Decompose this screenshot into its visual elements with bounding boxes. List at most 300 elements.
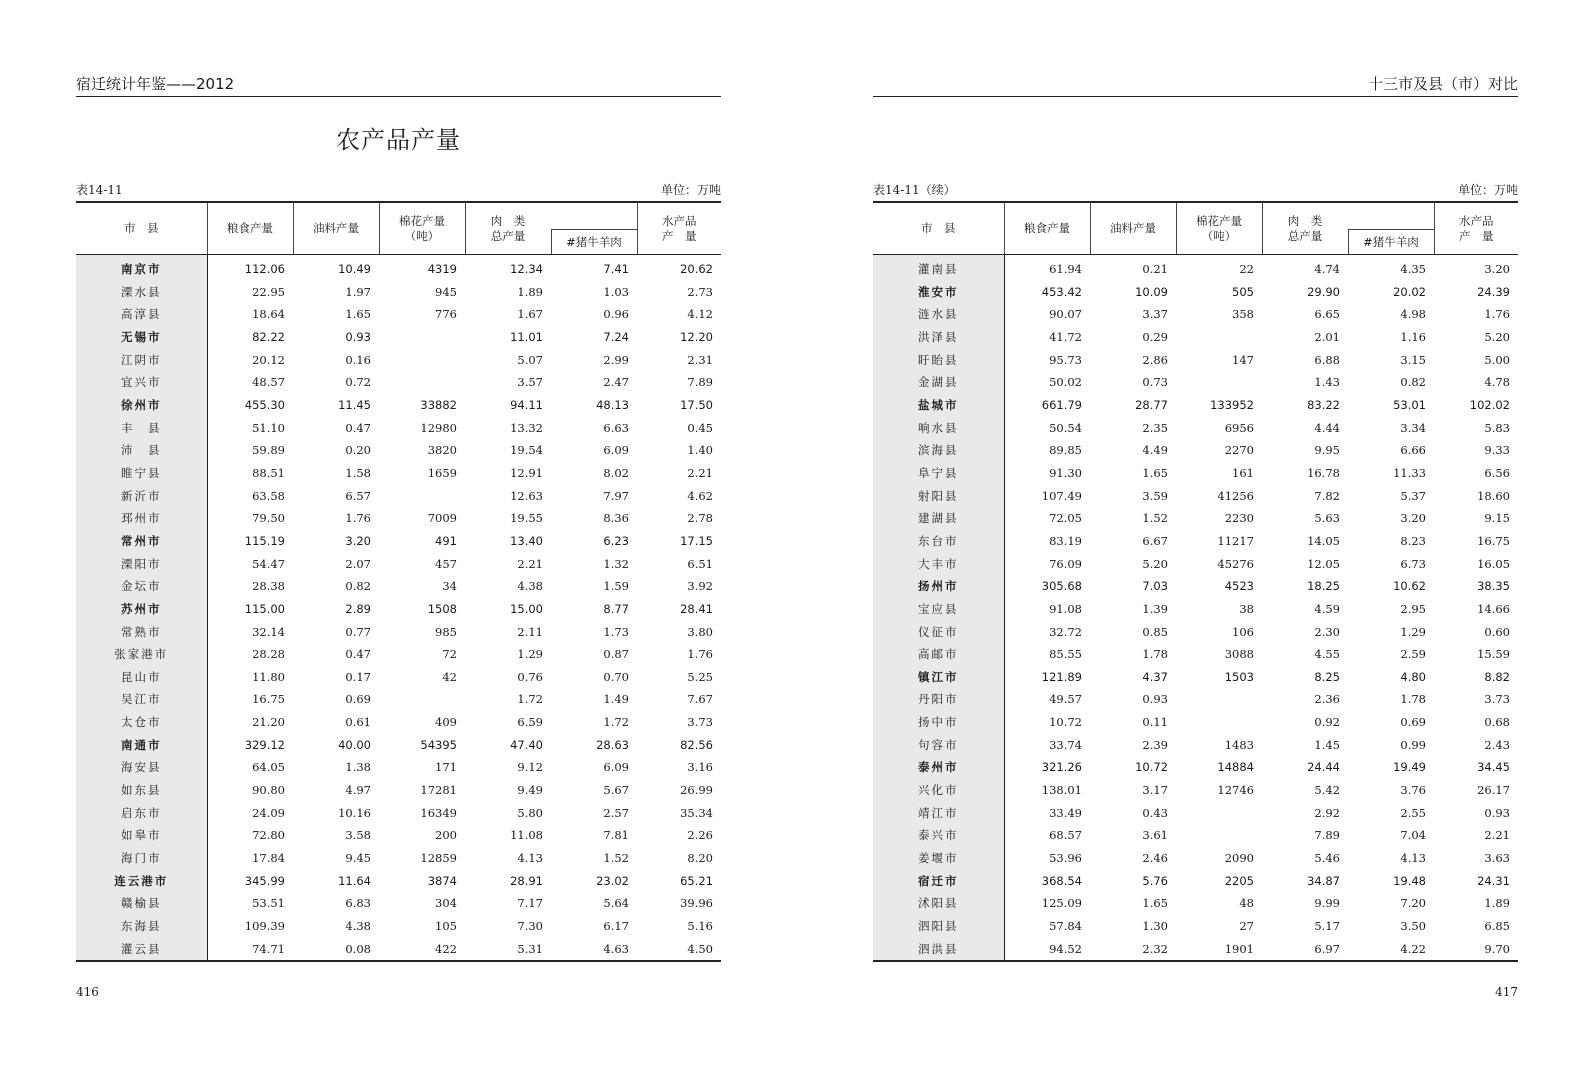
table-row [873,507,1518,530]
table-row [76,417,721,440]
meat-cell: 5.17 [1314,919,1340,934]
meat-cell: 12.63 [510,488,543,503]
cotton-cell: 6956 [1224,420,1254,435]
col-header-region: 市 县 [873,202,1004,255]
meat-cell: 83.22 [1307,397,1340,412]
cotton-cell: 17281 [420,783,457,798]
oil-cell: 0.20 [345,443,371,458]
pork-cell: 8.77 [603,601,629,616]
oil-cell: 9.45 [345,851,371,866]
region-name-cell: 邳州市 [76,507,207,530]
region-name-cell: 宝应县 [873,598,1004,621]
pork-cell: 0.99 [1400,737,1426,752]
region-name-cell: 如皋市 [76,824,207,847]
pork-cell: 1.03 [603,284,629,299]
region-name-cell: 宿迁市 [873,870,1004,893]
oil-cell: 6.57 [345,488,371,503]
table-row [873,530,1518,553]
aquatic-cell: 0.68 [1484,715,1510,730]
table-row [76,892,721,915]
cotton-cell: 776 [435,307,457,322]
meat-cell: 4.55 [1314,647,1340,662]
aquatic-cell: 82.56 [680,737,713,752]
meat-cell: 14.05 [1307,533,1340,548]
oil-cell: 1.30 [1142,919,1168,934]
cotton-cell: 409 [435,715,457,730]
grain-cell: 661.79 [1041,397,1082,412]
aquatic-cell: 20.62 [680,262,713,276]
region-name-cell: 海门市 [76,847,207,870]
grain-cell: 50.54 [1049,420,1082,435]
oil-cell: 1.58 [345,465,371,480]
col-header-pork: #猪牛羊肉 [551,230,637,255]
cotton-cell: 7009 [427,511,457,526]
pork-cell: 2.55 [1400,805,1426,820]
grain-cell: 20.12 [252,352,285,367]
oil-cell: 0.11 [1142,715,1168,730]
pork-cell: 3.50 [1400,919,1426,934]
grain-cell: 455.30 [244,397,285,412]
oil-cell: 3.37 [1142,307,1168,322]
cotton-cell [1176,326,1262,349]
grain-cell: 50.02 [1049,375,1082,390]
region-name-cell: 金坛市 [76,575,207,598]
region-name-cell: 扬州市 [873,575,1004,598]
grain-cell: 53.51 [252,896,285,911]
region-name-cell: 常熟市 [76,621,207,644]
region-name-cell: 宜兴市 [76,371,207,394]
region-name-cell: 金湖县 [873,371,1004,394]
meat-cell: 12.34 [510,262,543,276]
cotton-cell: 133952 [1210,397,1254,412]
aquatic-cell: 9.15 [1484,511,1510,526]
meat-cell: 94.11 [510,397,543,412]
grain-cell: 48.57 [252,375,285,390]
grain-cell: 121.89 [1041,669,1082,684]
meat-cell: 34.87 [1307,873,1340,888]
grain-cell: 95.73 [1049,352,1082,367]
pork-cell: 4.22 [1348,938,1434,962]
oil-cell: 0.08 [293,938,379,962]
pork-cell: 0.70 [603,669,629,684]
oil-cell: 1.65 [1142,896,1168,911]
meat-cell: 2.01 [1314,329,1340,344]
pork-cell: 8.23 [1400,533,1426,548]
meat-cell: 2.30 [1314,624,1340,639]
aquatic-cell: 9.70 [1434,938,1518,962]
region-name-cell: 高淳县 [76,303,207,326]
table-row [873,255,1518,281]
aquatic-cell: 7.89 [687,375,713,390]
pork-cell: 7.97 [603,488,629,503]
table-row [873,553,1518,576]
cotton-cell: 34 [442,579,457,594]
col-header-cotton-line2: （吨） [1201,228,1237,243]
col-header-grain: 粮食产量 [1004,202,1090,255]
table-body [873,255,1518,962]
table-row [76,255,721,281]
grain-cell: 33.74 [1049,737,1082,752]
region-name-cell: 盐城市 [873,394,1004,417]
pork-cell: 6.63 [603,420,629,435]
aquatic-cell: 0.60 [1484,624,1510,639]
aquatic-cell: 24.39 [1477,284,1510,299]
region-name-cell: 泗洪县 [873,938,1004,962]
table-row [873,485,1518,508]
col-header-spacer [1348,202,1434,230]
aquatic-cell: 4.50 [637,938,721,962]
pork-cell: 11.33 [1393,465,1426,480]
aquatic-cell: 35.34 [680,805,713,820]
region-name-cell: 徐州市 [76,394,207,417]
table-row [76,485,721,508]
grain-cell: 88.51 [252,465,285,480]
table-label: 表14-11 [76,183,123,197]
region-name-cell: 洪泽县 [873,326,1004,349]
cotton-cell: 1901 [1176,938,1262,962]
cotton-cell [1176,711,1262,734]
region-name-cell: 淮安市 [873,281,1004,304]
grain-cell: 61.94 [1049,262,1082,276]
meat-cell: 12.91 [510,465,543,480]
oil-cell: 0.61 [345,715,371,730]
table-row [873,303,1518,326]
aquatic-cell: 2.31 [687,352,713,367]
aquatic-cell: 9.33 [1484,443,1510,458]
right-page [873,0,1518,1077]
grain-cell: 17.84 [252,851,285,866]
grain-cell: 453.42 [1041,284,1082,299]
meat-cell: 3.57 [517,375,543,390]
oil-cell: 11.64 [338,873,371,888]
grain-cell: 32.72 [1049,624,1082,639]
table-row [76,938,721,962]
region-name-cell: 灌南县 [873,255,1004,281]
pork-cell: 7.24 [603,329,629,344]
oil-cell: 0.43 [1142,805,1168,820]
cotton-cell: 161 [1232,465,1254,480]
oil-cell: 2.39 [1142,737,1168,752]
cotton-cell: 457 [435,556,457,571]
cotton-cell: 3088 [1224,647,1254,662]
col-header-meat [1262,202,1348,255]
oil-cell: 1.52 [1142,511,1168,526]
region-name-cell: 泰兴市 [873,824,1004,847]
pork-cell: 2.99 [603,352,629,367]
region-name-cell: 吴江市 [76,688,207,711]
meat-cell: 2.92 [1314,805,1340,820]
aquatic-cell: 3.73 [1484,692,1510,707]
page-number: 417 [1495,985,1518,999]
meat-cell: 7.82 [1314,488,1340,503]
aquatic-cell: 3.63 [1484,851,1510,866]
unit-label: 单位：万吨 [1457,183,1518,197]
table-row [76,915,721,938]
aquatic-cell: 4.78 [1484,375,1510,390]
cotton-cell: 1659 [427,465,457,480]
meat-cell: 9.95 [1314,443,1340,458]
oil-cell: 3.20 [345,533,371,548]
meat-cell: 1.72 [517,692,543,707]
table-row [873,734,1518,757]
oil-cell: 1.65 [345,307,371,322]
grain-cell: 89.85 [1049,443,1082,458]
cotton-cell: 11217 [1217,533,1254,548]
region-name-cell: 泰州市 [873,756,1004,779]
oil-cell: 0.16 [345,352,371,367]
oil-cell: 3.58 [345,828,371,843]
grain-cell: 91.08 [1049,601,1082,616]
table-row [873,281,1518,304]
pork-cell: 3.20 [1400,511,1426,526]
oil-cell: 5.76 [1142,873,1168,888]
aquatic-cell: 102.02 [1469,397,1510,412]
aquatic-cell: 1.89 [1484,896,1510,911]
cotton-cell: 72 [442,647,457,662]
oil-cell: 2.89 [345,601,371,616]
pork-cell: 20.02 [1393,284,1426,299]
table-row [873,349,1518,372]
col-header-cotton-line1: 棉花产量 [1196,213,1242,228]
aquatic-cell: 2.78 [687,511,713,526]
table-row [873,575,1518,598]
table-row [873,439,1518,462]
pork-cell: 1.32 [603,556,629,571]
col-header-cotton [1176,202,1262,255]
grain-cell: 91.30 [1049,465,1082,480]
oil-cell: 0.47 [345,420,371,435]
col-header-spacer [551,202,637,230]
oil-cell: 2.46 [1142,851,1168,866]
region-name-cell: 南京市 [76,255,207,281]
aquatic-cell: 0.93 [1484,805,1510,820]
table-row [76,666,721,689]
col-header-cotton-line2: （吨） [404,228,440,243]
pork-cell: 48.13 [596,397,629,412]
meat-cell: 1.29 [517,647,543,662]
col-header-aquatic-line1: 水产品 [1459,213,1494,228]
oil-cell: 0.21 [1142,262,1168,276]
cotton-cell: 200 [435,828,457,843]
aquatic-cell: 8.20 [687,851,713,866]
pork-cell: 2.59 [1400,647,1426,662]
pork-cell: 28.63 [596,737,629,752]
oil-cell: 0.72 [345,375,371,390]
grain-cell: 82.22 [252,329,285,344]
grain-cell: 68.57 [1049,828,1082,843]
left-page [76,0,721,1077]
aquatic-cell: 2.21 [687,465,713,480]
oil-cell: 0.73 [1142,375,1168,390]
table-row [76,621,721,644]
region-name-cell: 句容市 [873,734,1004,757]
aquatic-cell: 17.15 [680,533,713,548]
aquatic-cell: 2.73 [687,284,713,299]
aquatic-cell: 0.45 [687,420,713,435]
pork-cell: 8.36 [603,511,629,526]
meat-cell: 9.99 [1314,896,1340,911]
grain-cell: 138.01 [1041,783,1082,798]
region-name-cell: 大丰市 [873,553,1004,576]
cotton-cell: 304 [435,896,457,911]
aquatic-cell: 2.26 [687,828,713,843]
cotton-cell: 147 [1232,352,1254,367]
region-name-cell: 溧阳市 [76,553,207,576]
col-header-cotton [379,202,465,255]
table-row [873,371,1518,394]
aquatic-cell: 5.00 [1484,352,1510,367]
pork-cell: 53.01 [1393,397,1426,412]
region-name-cell: 南通市 [76,734,207,757]
pork-cell: 0.69 [1400,715,1426,730]
meat-cell: 6.88 [1314,352,1340,367]
col-header-cotton-line1: 棉花产量 [399,213,445,228]
cotton-cell [379,485,465,508]
pork-cell: 4.63 [551,938,637,962]
region-name-cell: 镇江市 [873,666,1004,689]
region-name-cell: 新沂市 [76,485,207,508]
aquatic-cell: 3.92 [687,579,713,594]
pork-cell: 1.29 [1400,624,1426,639]
meat-cell: 0.92 [1314,715,1340,730]
grain-cell: 63.58 [252,488,285,503]
aquatic-cell: 17.50 [680,397,713,412]
aquatic-cell: 26.17 [1477,783,1510,798]
region-name-cell: 启东市 [76,802,207,825]
oil-cell: 1.38 [345,760,371,775]
table-row [873,870,1518,893]
table-row [873,824,1518,847]
cotton-cell: 505 [1232,284,1254,299]
region-name-cell: 泗阳县 [873,915,1004,938]
region-name-cell: 阜宁县 [873,462,1004,485]
cotton-cell: 12980 [420,420,457,435]
meat-cell: 2.36 [1314,692,1340,707]
page-number: 416 [76,985,99,999]
cotton-cell: 3820 [427,443,457,458]
aquatic-cell: 16.75 [1477,533,1510,548]
grain-cell: 76.09 [1049,556,1082,571]
table-header [873,202,1518,255]
table-row [76,394,721,417]
meat-cell: 2.21 [517,556,543,571]
pork-cell: 6.09 [603,443,629,458]
table-row [76,530,721,553]
meat-cell: 8.25 [1314,669,1340,684]
running-head: 十三市及县（市）对比 [873,74,1518,97]
meat-cell: 5.07 [517,352,543,367]
grain-cell: 329.12 [244,737,285,752]
table-row [873,621,1518,644]
grain-cell: 72.80 [252,828,285,843]
col-header-oil: 油料产量 [293,202,379,255]
grain-cell: 33.49 [1049,805,1082,820]
region-name-cell: 靖江市 [873,802,1004,825]
region-name-cell: 张家港市 [76,643,207,666]
meat-cell: 4.13 [517,851,543,866]
grain-cell: 107.49 [1041,488,1082,503]
meat-cell: 2.11 [517,624,543,639]
table-row [76,711,721,734]
grain-cell: 321.26 [1041,760,1082,775]
col-header-meat-line1: 肉 类 [1287,213,1323,228]
table-label: 表14-11（续） [873,183,956,197]
table-row [873,938,1518,962]
col-header-pork: #猪牛羊肉 [1348,230,1434,255]
grain-cell: 368.54 [1041,873,1082,888]
region-name-cell: 常州市 [76,530,207,553]
oil-cell: 2.35 [1142,420,1168,435]
pork-cell: 4.13 [1400,851,1426,866]
grain-cell: 109.39 [244,919,285,934]
pork-cell: 2.95 [1400,601,1426,616]
grain-cell: 10.72 [1049,715,1082,730]
pork-cell: 1.73 [603,624,629,639]
aquatic-cell: 26.99 [680,783,713,798]
oil-cell: 1.78 [1142,647,1168,662]
cotton-cell: 54395 [420,737,457,752]
meat-cell: 5.42 [1314,783,1340,798]
col-header-aquatic-line2: 产 量 [662,228,697,243]
table-row [76,598,721,621]
oil-cell: 0.82 [345,579,371,594]
cotton-cell: 38 [1239,601,1254,616]
region-name-cell: 姜堰市 [873,847,1004,870]
aquatic-cell: 34.45 [1477,760,1510,775]
meat-cell: 9.12 [517,760,543,775]
pork-cell: 23.02 [596,873,629,888]
aquatic-cell: 5.20 [1484,329,1510,344]
aquatic-cell: 28.41 [680,601,713,616]
grain-cell: 85.55 [1049,647,1082,662]
cotton-cell: 14884 [1217,760,1254,775]
table-row [76,439,721,462]
pork-cell: 1.78 [1400,692,1426,707]
region-name-cell: 如东县 [76,779,207,802]
cotton-cell [379,371,465,394]
region-name-cell: 沛 县 [76,439,207,462]
running-head: 宿迁统计年鉴——2012 [76,74,721,97]
grain-cell: 74.71 [207,938,293,962]
region-name-cell: 滨海县 [873,439,1004,462]
region-name-cell: 江阴市 [76,349,207,372]
pork-cell: 6.17 [603,919,629,934]
col-header-grain: 粮食产量 [207,202,293,255]
cotton-cell: 171 [435,760,457,775]
cotton-cell: 1483 [1224,737,1254,752]
meat-cell: 4.38 [517,579,543,594]
oil-cell: 0.17 [345,669,371,684]
aquatic-cell: 18.60 [1477,488,1510,503]
meat-cell: 5.80 [517,805,543,820]
oil-cell: 6.67 [1142,533,1168,548]
table-row [76,779,721,802]
grain-cell: 51.10 [252,420,285,435]
meat-cell: 5.63 [1314,511,1340,526]
oil-cell: 40.00 [338,737,371,752]
aquatic-cell: 2.43 [1484,737,1510,752]
table-row [76,643,721,666]
meat-cell: 0.76 [517,669,543,684]
grain-cell: 28.38 [252,579,285,594]
region-name-cell: 连云港市 [76,870,207,893]
table-row [76,870,721,893]
cotton-cell [1176,371,1262,394]
region-name-cell: 灌云县 [76,938,207,962]
pork-cell: 0.87 [603,647,629,662]
meat-cell: 47.40 [510,737,543,752]
table-row [76,802,721,825]
